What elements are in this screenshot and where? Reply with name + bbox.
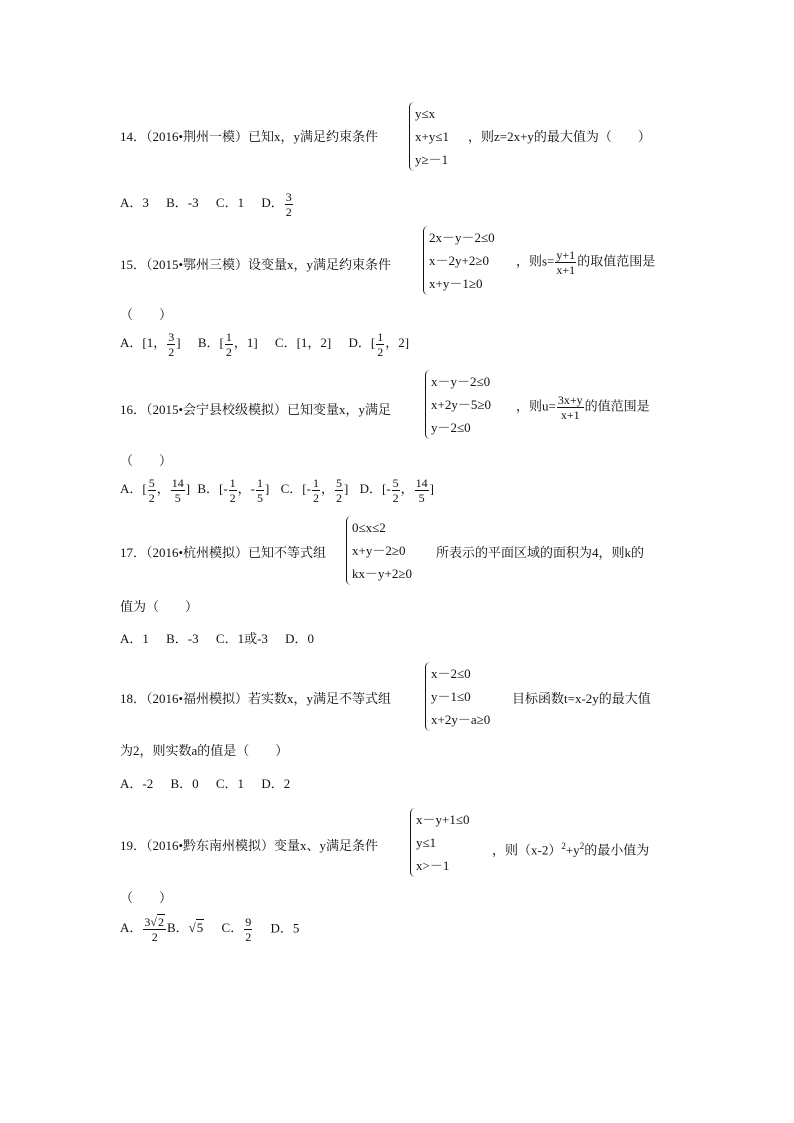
fraction-numerator: 3x+y bbox=[557, 393, 583, 407]
fraction-denominator: 2 bbox=[392, 491, 399, 505]
option-a-fraction-2 bbox=[171, 476, 185, 505]
option-a-post: ] bbox=[176, 335, 181, 351]
fraction-numerator: y+1 bbox=[556, 248, 576, 262]
question-15-stem bbox=[120, 256, 391, 274]
option-b-post: ，1] bbox=[233, 335, 258, 351]
constraint-2: y－1≤0 bbox=[431, 689, 471, 704]
option-d: D．0 bbox=[285, 631, 315, 646]
question-16-options bbox=[120, 476, 434, 505]
question-16-suffix bbox=[516, 393, 650, 422]
option-d bbox=[348, 330, 410, 359]
question-16-paren: （ ） bbox=[120, 453, 173, 468]
constraint-3: y－2≤0 bbox=[431, 420, 471, 435]
fraction-denominator: 2 bbox=[148, 491, 155, 505]
fraction-denominator: x+1 bbox=[556, 263, 576, 277]
question-17-prefix: 17．（2016•杭州模拟）已知不等式组 bbox=[120, 545, 327, 560]
option-d: D．2 bbox=[261, 776, 291, 791]
option-a: A．-2 bbox=[120, 776, 154, 791]
option-d-label: D． bbox=[261, 195, 284, 211]
fraction-numerator: 14 bbox=[415, 476, 428, 490]
fraction-denominator: 5 bbox=[257, 491, 264, 505]
question-18-line2: 为2，则实数a的值是（ ） bbox=[120, 743, 289, 758]
question-15-fraction bbox=[555, 248, 576, 277]
question-17-suffix: 所表示的平面区域的面积为4，则k的 bbox=[436, 545, 645, 560]
option-d-fraction bbox=[376, 330, 384, 359]
constraint-2: y≤1 bbox=[416, 835, 437, 850]
option-d-pre: D．[ bbox=[348, 335, 376, 351]
fraction-denominator: 2 bbox=[245, 930, 252, 944]
option-b bbox=[197, 330, 258, 359]
option-c-pre: C．[- bbox=[280, 481, 311, 497]
question-18-constraint-system bbox=[425, 662, 490, 731]
question-19-constraint-system bbox=[410, 808, 469, 877]
fraction-numerator: 14 bbox=[171, 476, 184, 490]
constraint-1: y≤x bbox=[415, 106, 436, 121]
question-18-options bbox=[120, 775, 290, 793]
option-d-sep: ， bbox=[400, 481, 414, 497]
option-b-pre: B．[- bbox=[197, 481, 228, 497]
option-d-fraction-2 bbox=[415, 476, 429, 505]
option-b-post: ] bbox=[265, 481, 270, 497]
fraction-denominator: 5 bbox=[418, 491, 425, 505]
question-14-constraint-system bbox=[409, 102, 449, 171]
radicand: 5 bbox=[196, 920, 204, 936]
question-19-suffix-c: 的最小值为 bbox=[584, 842, 650, 858]
option-b: B．-3 bbox=[166, 195, 199, 211]
fraction-denominator: 2 bbox=[225, 345, 232, 359]
option-b-label: B． bbox=[166, 920, 189, 936]
fraction-numerator: 5 bbox=[335, 476, 342, 490]
question-15-mid: ，则s= bbox=[516, 253, 555, 269]
question-16-tail: 的值范围是 bbox=[584, 398, 650, 414]
option-b: B．-3 bbox=[166, 631, 199, 646]
option-b bbox=[167, 920, 204, 935]
fraction-denominator: 2 bbox=[377, 345, 384, 359]
option-b-fraction-2 bbox=[256, 476, 264, 505]
question-19-paren: （ ） bbox=[120, 890, 173, 905]
question-16-prefix: 16．（2015•会宁县校级模拟）已知变量x，y满足 bbox=[120, 402, 392, 417]
question-18-stem bbox=[120, 690, 391, 708]
option-c: C．1或-3 bbox=[215, 631, 268, 646]
option-c-fraction-1 bbox=[312, 476, 320, 505]
option-c-sep: ， bbox=[320, 481, 334, 497]
option-a bbox=[120, 915, 167, 944]
fraction-numerator: 1 bbox=[225, 330, 232, 344]
question-19-suffix bbox=[492, 837, 649, 859]
constraint-2: x+2y－5≥0 bbox=[431, 397, 491, 412]
question-18-prefix: 18．（2016•福州模拟）若实数x，y满足不等式组 bbox=[120, 691, 392, 706]
question-17-options bbox=[120, 630, 314, 648]
question-14-prefix: 14．（2016•荆州一模）已知x，y满足约束条件 bbox=[120, 129, 379, 144]
option-d-pre: D．[- bbox=[359, 481, 391, 497]
question-16-constraint-system bbox=[425, 370, 491, 439]
question-19-options bbox=[120, 915, 299, 944]
option-a: A．3 bbox=[120, 195, 149, 211]
option-a bbox=[120, 330, 181, 359]
question-14-suffix: ，则z=2x+y的最大值为（ ） bbox=[468, 129, 651, 144]
question-17-stem bbox=[120, 544, 326, 562]
option-d-post: ] bbox=[429, 481, 434, 497]
exponent-1: 2 bbox=[561, 841, 566, 851]
question-17-line2: 值为（ ） bbox=[120, 599, 199, 614]
sqrt-icon: √ bbox=[150, 915, 157, 929]
option-a-label: A． bbox=[120, 920, 143, 936]
fraction-numerator bbox=[143, 915, 166, 930]
option-d bbox=[359, 476, 434, 505]
option-d bbox=[261, 190, 293, 219]
option-b-fraction bbox=[225, 330, 233, 359]
constraint-3: x+2y－a≥0 bbox=[431, 712, 491, 727]
constraint-1: x－y－2≤0 bbox=[431, 374, 491, 389]
fraction-denominator: x+1 bbox=[560, 408, 580, 422]
question-19-stem bbox=[120, 837, 378, 855]
question-15-prefix: 15．（2015•鄂州三模）设变量x，y满足约束条件 bbox=[120, 257, 392, 272]
option-d-fraction bbox=[285, 190, 293, 219]
fraction-numerator: 1 bbox=[377, 330, 384, 344]
constraint-3: y≥－1 bbox=[415, 152, 449, 167]
option-b-pre: B．[ bbox=[197, 335, 224, 351]
option-a-post: ] bbox=[185, 481, 191, 497]
question-16-fraction bbox=[557, 393, 584, 422]
constraint-1: x－2≤0 bbox=[431, 666, 471, 681]
fraction-numerator: 1 bbox=[257, 476, 264, 490]
option-c-post: ] bbox=[343, 481, 349, 497]
constraint-3: x+y－1≥0 bbox=[429, 276, 483, 291]
constraint-1: x－y+1≤0 bbox=[416, 812, 470, 827]
option-d-post: ，2] bbox=[385, 335, 410, 351]
constraint-2: x－2y+2≥0 bbox=[429, 253, 489, 268]
fraction-denominator: 2 bbox=[229, 491, 236, 505]
option-a-fraction bbox=[167, 330, 175, 359]
option-b-fraction-1 bbox=[229, 476, 237, 505]
option-a-pre: A．[ bbox=[120, 481, 147, 497]
option-a-fraction bbox=[143, 915, 166, 944]
sqrt-icon: √ bbox=[188, 920, 196, 936]
fraction-denominator: 2 bbox=[168, 345, 175, 359]
fraction-denominator: 2 bbox=[151, 930, 158, 944]
question-17-constraint-system bbox=[346, 516, 412, 585]
question-19-prefix: 19．（2016•黔东南州模拟）变量x、y满足条件 bbox=[120, 838, 379, 853]
option-c-fraction-2 bbox=[335, 476, 343, 505]
question-15-options bbox=[120, 330, 409, 359]
fraction-numerator: 1 bbox=[312, 476, 319, 490]
fraction-numerator: 5 bbox=[148, 476, 155, 490]
exponent-2: 2 bbox=[579, 841, 585, 851]
option-b: B．0 bbox=[170, 776, 199, 791]
question-14-options bbox=[120, 190, 294, 219]
question-15-paren: （ ） bbox=[120, 307, 173, 322]
option-a-pre: A．[1， bbox=[120, 335, 167, 351]
fraction-numerator: 5 bbox=[392, 476, 399, 490]
option-d: D．5 bbox=[270, 920, 300, 936]
option-b bbox=[197, 476, 270, 505]
option-c-label: C． bbox=[221, 920, 244, 936]
option-a-sep: ， bbox=[156, 481, 170, 497]
question-19-suffix-b: +y bbox=[565, 842, 580, 858]
constraint-2: x+y≤1 bbox=[415, 129, 449, 144]
option-a: A．1 bbox=[120, 631, 149, 646]
question-14-stem bbox=[120, 128, 378, 146]
option-a-fraction-1 bbox=[148, 476, 156, 505]
question-15-constraint-system bbox=[423, 226, 495, 295]
option-c: C．[1，2] bbox=[274, 335, 332, 351]
question-15-suffix bbox=[516, 248, 655, 277]
option-b-sep: ，- bbox=[237, 481, 256, 497]
option-c: C．1 bbox=[215, 195, 245, 211]
fraction-numerator: 1 bbox=[229, 476, 236, 490]
fraction-denominator: 2 bbox=[312, 491, 319, 505]
question-19-suffix-a: ，则（x-2） bbox=[492, 842, 562, 858]
option-c bbox=[221, 915, 254, 944]
constraint-1: 2x－y－2≤0 bbox=[429, 230, 495, 245]
question-18-suffix: 目标函数t=x-2y的最大值 bbox=[512, 691, 651, 706]
question-16-stem bbox=[120, 401, 391, 419]
fraction-denominator: 2 bbox=[285, 205, 292, 219]
question-15-tail: 的取值范围是 bbox=[577, 253, 656, 269]
coefficient: 3 bbox=[144, 915, 151, 929]
fraction-numerator: 3 bbox=[168, 330, 175, 344]
fraction-denominator: 5 bbox=[174, 491, 181, 505]
option-a bbox=[120, 476, 191, 505]
radicand: 2 bbox=[157, 915, 164, 929]
fraction-numerator: 3 bbox=[285, 190, 292, 204]
constraint-1: 0≤x≤2 bbox=[352, 520, 386, 535]
question-16-mid: ，则u= bbox=[516, 398, 556, 414]
fraction-denominator: 2 bbox=[335, 491, 342, 505]
option-c bbox=[280, 476, 349, 505]
constraint-3: x>－1 bbox=[416, 858, 450, 873]
option-c-fraction bbox=[244, 915, 252, 944]
constraint-3: kx－y+2≥0 bbox=[352, 566, 412, 581]
option-c: C．1 bbox=[215, 776, 245, 791]
option-d-fraction-1 bbox=[392, 476, 400, 505]
constraint-2: x+y－2≥0 bbox=[352, 543, 406, 558]
fraction-numerator: 9 bbox=[245, 915, 252, 929]
